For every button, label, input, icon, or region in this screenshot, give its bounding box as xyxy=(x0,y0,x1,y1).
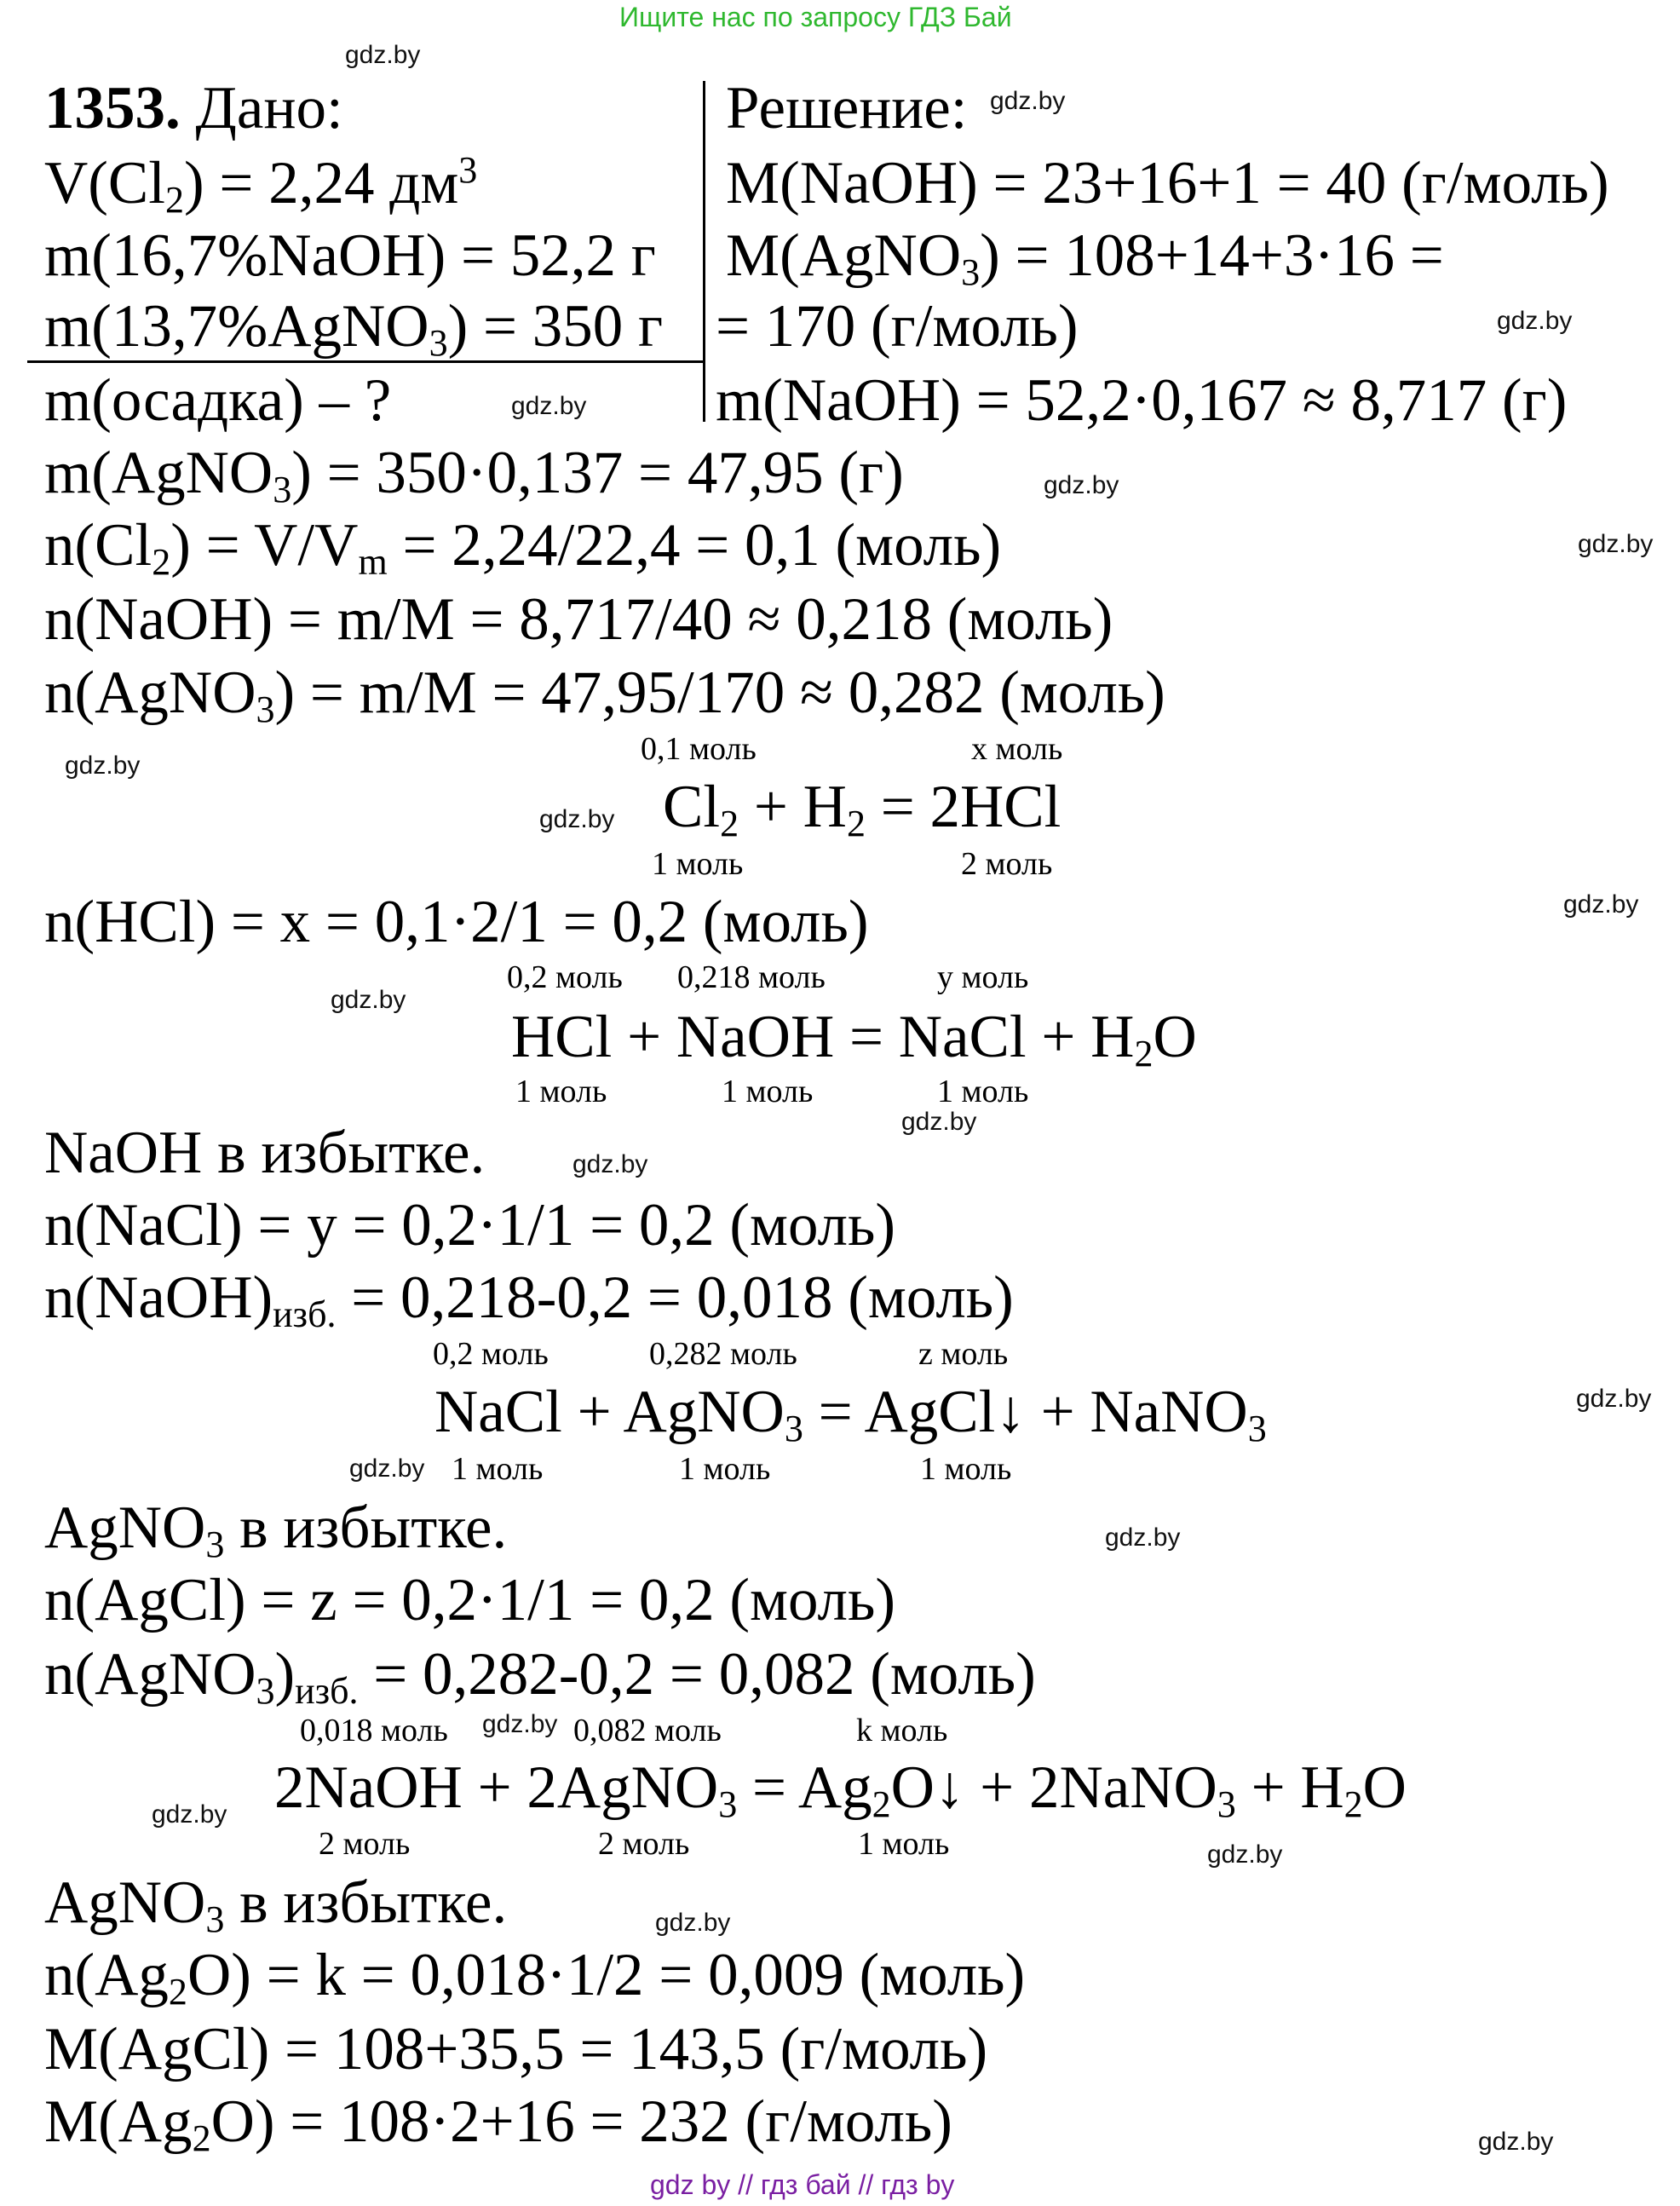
watermark: gdz.by xyxy=(152,1800,227,1829)
watermark: gdz.by xyxy=(1478,2128,1554,2156)
moles-naoh: n(NaOH) = m/M = 8,717/40 ≈ 0,218 (моль) xyxy=(44,586,1113,653)
r4-below-label: 2 моль xyxy=(598,1826,690,1862)
watermark: gdz.by xyxy=(572,1150,648,1178)
r1-below-label: 1 моль xyxy=(652,846,744,882)
naoh-excess-note: NaOH в избытке. xyxy=(44,1120,486,1186)
watermark: gdz.by xyxy=(1044,471,1119,499)
r2-below-label: 1 моль xyxy=(722,1074,814,1109)
moles-agcl: n(AgCl) = z = 0,2·1/1 = 0,2 (моль) xyxy=(44,1567,895,1633)
given-label: Дано: xyxy=(195,75,343,141)
watermark: gdz.by xyxy=(345,41,421,69)
agno3-excess-note-2: AgNO$_3$ в избытке. xyxy=(44,1869,508,1940)
given-solution-divider xyxy=(703,81,705,422)
r3-above-label: 0,282 моль xyxy=(649,1336,797,1372)
watermark: gdz.by xyxy=(482,1710,558,1738)
moles-agno3: n(AgNO$_3$) = m/M = 47,95/170 ≈ 0,282 (моль) xyxy=(44,659,1165,730)
r3-below-label: 1 моль xyxy=(679,1451,771,1487)
reaction-1: $Cl_2 + H_2 = 2HCl$ xyxy=(663,774,1062,844)
page-footer: gdz by // гдз бай // гдз by xyxy=(650,2169,955,2200)
r2-above-label: 0,2 моль xyxy=(507,959,623,995)
moles-agno3-excess: $n(AgNO_3)_{изб.} = 0,282-0,2 = 0,082$ (моль) xyxy=(44,1641,1036,1712)
r2-below-label: 1 моль xyxy=(937,1074,1029,1109)
r3-below-label: 1 моль xyxy=(920,1451,1012,1487)
r4-above-label: 0,018 моль xyxy=(300,1713,448,1748)
molar-mass-agno3-cont: = 170 (г/моль) xyxy=(716,293,1079,360)
r3-above-label: 0,2 моль xyxy=(433,1336,549,1372)
watermark: gdz.by xyxy=(990,87,1066,115)
r2-above-label: y моль xyxy=(937,959,1029,995)
watermark: gdz.by xyxy=(1207,1840,1283,1869)
watermark: gdz.by xyxy=(655,1909,731,1937)
r1-above-label: 0,1 моль xyxy=(641,731,757,767)
r4-above-label: k моль xyxy=(856,1713,948,1748)
reaction-2: HCl + NaOH = NaCl + $H_2O$ xyxy=(511,1004,1197,1074)
watermark: gdz.by xyxy=(1563,890,1639,919)
watermark: gdz.by xyxy=(1497,307,1573,335)
watermark: gdz.by xyxy=(511,392,587,420)
moles-naoh-excess: $n(NaOH)_{изб.} = 0,218-0,2 = 0,018$ (моль) xyxy=(44,1264,1014,1335)
problem-number: 1353. xyxy=(44,75,181,141)
watermark: gdz.by xyxy=(65,752,141,780)
r4-below-label: 2 моль xyxy=(319,1826,411,1862)
mass-agno3: m(AgNO$_3$) = 350·0,137 = 47,95 (г) xyxy=(44,440,904,510)
moles-ag2o: $n(Ag_2O) = k = 0,018\cdot 1/2 = 0,009$ (моль) xyxy=(44,1942,1026,2013)
page-header: Ищите нас по запросу ГДЗ Бай xyxy=(619,2,1012,32)
agno3-excess-note: AgNO$_3$ в избытке. xyxy=(44,1495,508,1565)
reaction-3: NaCl + AgNO$_3$ = AgCl↓ + NaNO$_3$ xyxy=(434,1379,1267,1449)
given-heading xyxy=(44,75,343,141)
find-label: m(осадка) – ? xyxy=(44,367,392,434)
given-underline xyxy=(27,360,703,363)
molar-mass-agcl: M(AgCl) = 108+35,5 = 143,5 (г/моль) xyxy=(44,2016,988,2082)
r4-below-label: 1 моль xyxy=(858,1826,950,1862)
molar-mass-naoh: M(NaOH) = 23+16+1 = 40 (г/моль) xyxy=(726,150,1609,216)
moles-nacl: n(NaCl) = y = 0,2·1/1 = 0,2 (моль) xyxy=(44,1192,895,1259)
r3-below-label: 1 моль xyxy=(452,1451,544,1487)
molar-mass-agno3: M(AgNO$_3$) = 108+14+3·16 = xyxy=(726,222,1444,293)
given-v-cl2: $V(Cl_2) = 2,24$ $дм^3$ xyxy=(44,148,478,221)
solution-label: Решение: xyxy=(726,75,968,141)
watermark: gdz.by xyxy=(1576,1385,1652,1413)
moles-hcl: n(HCl) = x = 0,1·2/1 = 0,2 (моль) xyxy=(44,889,869,955)
r2-below-label: 1 моль xyxy=(515,1074,607,1109)
r2-above-label: 0,218 моль xyxy=(677,959,826,995)
mass-naoh: m(NaOH) = 52,2·0,167 ≈ 8,717 (г) xyxy=(716,367,1568,434)
given-m-agno3: m(13,7%AgNO$_3$) = 350 г xyxy=(44,293,664,364)
molar-mass-ag2o: $M(Ag_2O) = 108\cdot 2+16 = 232$ (г/моль) xyxy=(44,2088,952,2159)
reaction-4: 2NaOH + 2AgNO$_3$ = $Ag_2O↓$ + 2NaNO$_3$ + $H_2O$ xyxy=(274,1754,1407,1825)
watermark: gdz.by xyxy=(331,986,406,1014)
moles-cl2: $n(Cl_2) = V/V_m = 2,24/22,4 = 0,1$ (моль) xyxy=(44,512,1002,583)
watermark: gdz.by xyxy=(349,1454,425,1483)
given-m-naoh: m(16,7%NaOH) = 52,2 г xyxy=(44,222,656,289)
r4-above-label: 0,082 моль xyxy=(573,1713,722,1748)
r3-above-label: z моль xyxy=(918,1336,1009,1372)
watermark: gdz.by xyxy=(901,1108,977,1136)
watermark: gdz.by xyxy=(1105,1523,1181,1552)
r1-below-label: 2 моль xyxy=(961,846,1053,882)
watermark: gdz.by xyxy=(1578,530,1654,558)
watermark: gdz.by xyxy=(539,805,615,833)
r1-above-label: x моль xyxy=(971,731,1063,767)
